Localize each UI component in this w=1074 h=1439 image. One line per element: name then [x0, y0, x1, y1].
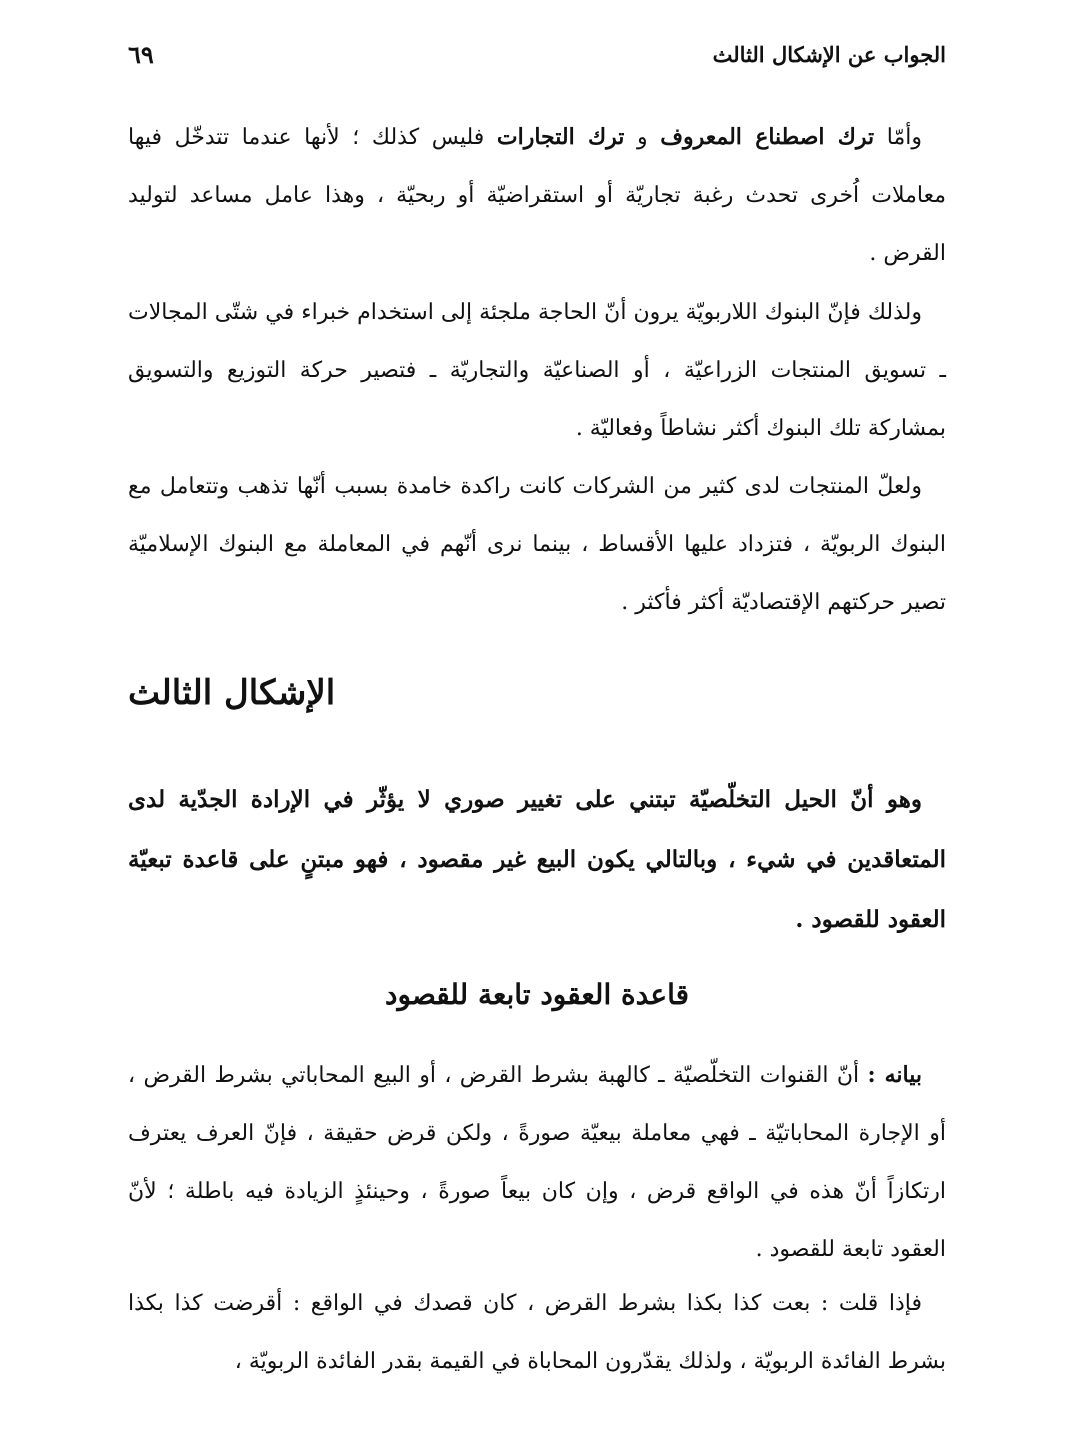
- paragraph-2: ولذلك فإنّ البنوك اللاربويّة يرون أنّ الحاجة ملجئة إلى استخدام خبراء في شتّى المجالات ـ تسويق المنتجات الزراعيّة ، أو الصناعيّة والتجاريّة ـ فتصير حركة التوزيع والتسويق بمشاركة تلك البنوك أكثر نشاطاً وفعاليّة .: [128, 300, 946, 441]
- problem-statement: وهو أنّ الحيل التخلّصيّة تبتني على تغيير صوري لا يؤثّر في الإرادة الجدّية لدى المتعاقدين في شيء ، وبالتالي يكون البيع غير مقصود ، فهو مبتنٍ على قاعدة تبعيّة العقود للقصود .: [128, 786, 946, 933]
- paragraph-1-conj: و: [624, 125, 661, 150]
- paragraph-1-lead: وأمّا: [874, 125, 923, 150]
- section-title: الإشكال الثالث: [128, 673, 336, 713]
- paragraph-1-rest: فليس كذلك ؛ لأنها عندما تتدخّل فيها معاملات اُخرى تحدث رغبة تجاريّة أو استقراضيّة أو ربحيّة ، وهذا عامل مساعد لتوليد القرض .: [128, 125, 946, 266]
- bold-term-1: ترك اصطناع المعروف: [660, 124, 875, 150]
- explanation-label: بيانه :: [867, 1062, 922, 1088]
- explanation-text: أنّ القنوات التخلّصيّة ـ كالهبة بشرط القرض ، أو البيع المحاباتي بشرط القرض ، أو الإجارة المحاباتيّة ـ فهي معاملة بيعيّة صورةً ، ولكن قرض حقيقة ، فإنّ العرف يعترف ارتكازاً أنّ هذه في الواقع قرض ، وإن كان بيعاً صورةً ، وحينئذٍ الزيادة فيه باطلة ؛ لأنّ العقود تابعة للقصود .: [128, 1063, 946, 1262]
- running-title: الجواب عن الإشكال الثالث: [712, 42, 946, 67]
- explanation-paragraph: [128, 1046, 946, 1279]
- paragraph-3: ولعلّ المنتجات لدى كثير من الشركات كانت راكدة خامدة بسبب أنّها تذهب وتتعامل مع البنوك الربويّة ، فتزداد عليها الأقساط ، بينما نرى أنّهم في المعاملة مع البنوك الإسلاميّة تصير حركتهم الإقتصاديّة أكثر فأكثر .: [128, 474, 946, 615]
- bold-term-2: ترك التجارات: [496, 124, 625, 150]
- subheading: قاعدة العقود تابعة للقصود: [385, 978, 689, 1011]
- paragraph-1: [128, 108, 946, 283]
- page-number: ٦٩: [128, 40, 154, 69]
- running-header: [128, 40, 946, 69]
- paragraph-last: فإذا قلت : بعت كذا بكذا بشرط القرض ، كان قصدك في الواقع : أقرضت كذا بكذا بشرط الفائدة الربويّة ، ولذلك يقدّرون المحاباة في القيمة بقدر الفائدة الربويّة ،: [128, 1291, 946, 1374]
